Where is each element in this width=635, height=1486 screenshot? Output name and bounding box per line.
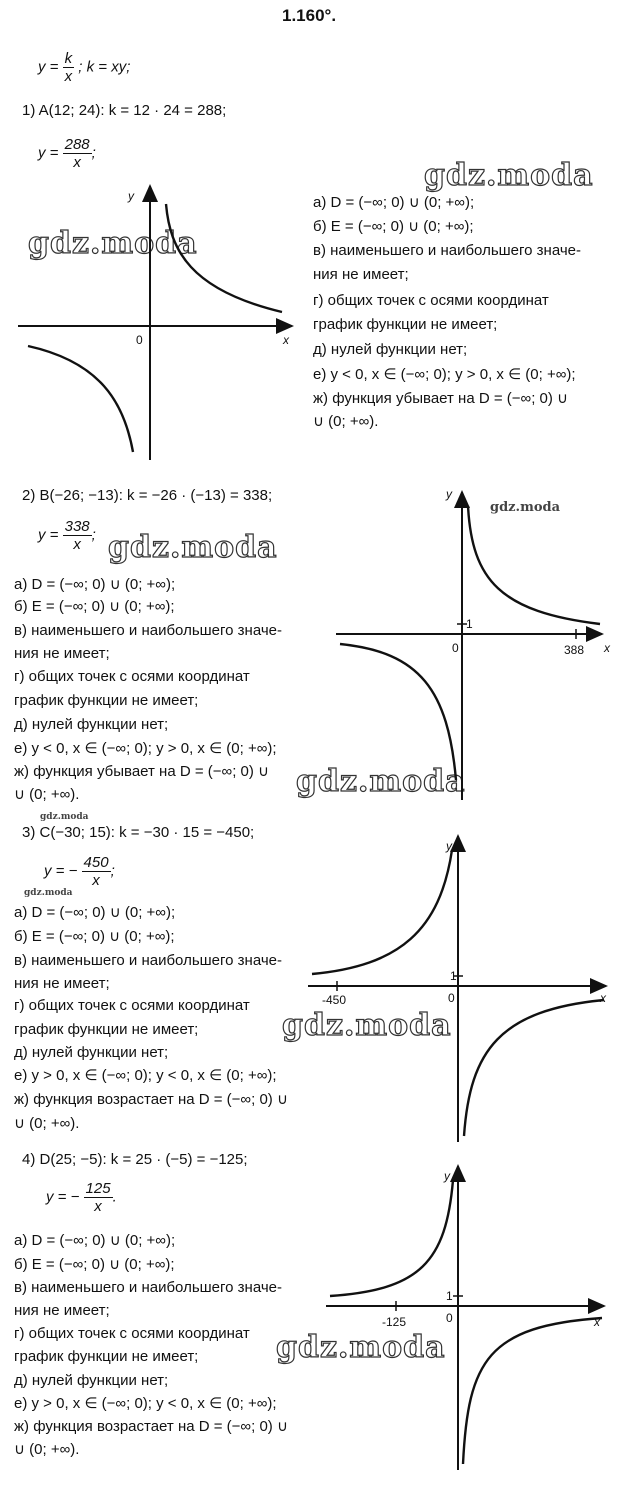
part3-x-tick-label: -450 [322, 993, 347, 1007]
part4-axes-1: г) общих точек с осями координат [14, 1325, 250, 1342]
part4-domain: а) D = (−∞; 0) ∪ (0; +∞); [14, 1232, 176, 1249]
part2-origin-label: 0 [452, 641, 459, 655]
part4-axes-2: график функции не имеет; [14, 1348, 199, 1365]
part1-suffix: ; [91, 144, 96, 162]
part3-y-tick-label: 1 [450, 969, 457, 983]
part4-y-prefix: y = − [46, 1188, 80, 1206]
part2-heading: 2) B(−26; −13): k = −26 · (−13) = 338; [22, 487, 273, 504]
part1-domain: а) D = (−∞; 0) ∪ (0; +∞); [313, 194, 475, 211]
part3-numerator: 450 [83, 854, 109, 871]
part1-monotonic-1: ж) функция убывает на D = (−∞; 0) ∪ [313, 390, 569, 407]
part2-x-tick-label: 388 [564, 643, 585, 657]
watermark: gdz.moda [28, 226, 198, 261]
watermark: gdz.moda [24, 888, 73, 898]
part1-extrema-1: в) наименьшего и наибольшего значе- [313, 242, 581, 259]
part4-origin-label: 0 [446, 1311, 453, 1325]
part4-extrema-2: ния не имеет; [14, 1302, 110, 1319]
part4-y-tick-label: 1 [446, 1289, 453, 1303]
watermark: gdz.moda [490, 500, 561, 515]
part3-axes-2: график функции не имеет; [14, 1021, 199, 1038]
part2-y-tick-label: 1 [466, 617, 473, 631]
intro-denominator: x [64, 68, 73, 85]
part2-extrema-1: в) наименьшего и наибольшего значе- [14, 622, 282, 639]
part1-origin-label: 0 [136, 333, 143, 347]
part2-extrema-2: ния не имеет; [14, 645, 110, 662]
watermark: gdz.moda [296, 764, 466, 799]
part3-extrema-1: в) наименьшего и наибольшего значе- [14, 952, 282, 969]
part3-domain: а) D = (−∞; 0) ∪ (0; +∞); [14, 904, 176, 921]
part4-range: б) E = (−∞; 0) ∪ (0; +∞); [14, 1256, 175, 1273]
part4-y-label: y [444, 1169, 450, 1183]
part4-suffix: . [112, 1188, 117, 1206]
part4-x-tick-label: -125 [382, 1315, 407, 1329]
part1-numerator: 288 [64, 136, 90, 153]
part2-axes-2: график функции не имеет; [14, 692, 199, 709]
part2-suffix: ; [91, 526, 96, 544]
watermark: gdz.moda [108, 530, 278, 565]
part3-heading: 3) C(−30; 15): k = −30 · 15 = −450; [22, 824, 255, 841]
part4-x-label: x [594, 1315, 600, 1329]
part3-x-label: x [600, 991, 606, 1005]
part3-extrema-2: ния не имеет; [14, 975, 110, 992]
part1-axes-2: график функции не имеет; [313, 316, 498, 333]
part3-range: б) E = (−∞; 0) ∪ (0; +∞); [14, 928, 175, 945]
part1-extrema-2: ния не имеет; [313, 266, 409, 283]
part1-denominator: x [73, 154, 81, 171]
part1-y-prefix: y = [38, 144, 59, 162]
watermark: gdz.moda [424, 158, 594, 193]
part4-heading: 4) D(25; −5): k = 25 · (−5) = −125; [22, 1151, 248, 1168]
part2-denominator: x [73, 536, 81, 553]
part2-sign: е) y < 0, x ∈ (−∞; 0); y > 0, x ∈ (0; +∞); [14, 740, 277, 757]
part2-domain: а) D = (−∞; 0) ∪ (0; +∞); [14, 576, 176, 593]
part1-heading: 1) A(12; 24): k = 12 · 24 = 288; [22, 102, 227, 119]
intro-k-definition: ; k = xy; [78, 58, 131, 76]
part2-monotonic-2: ∪ (0; +∞). [14, 786, 80, 803]
page-title: 1.160°. [282, 6, 337, 25]
part2-axes-1: г) общих точек с осями координат [14, 668, 250, 685]
part1-monotonic-2: ∪ (0; +∞). [313, 413, 379, 430]
part4-denominator: x [94, 1198, 102, 1215]
part1-y-label: y [128, 189, 134, 203]
part4-curve-right [463, 1318, 602, 1464]
part3-sign: е) y > 0, x ∈ (−∞; 0); y < 0, x ∈ (0; +∞); [14, 1067, 277, 1084]
part3-denominator: x [92, 872, 100, 889]
part4-curve-left [330, 1180, 453, 1296]
watermark: gdz.moda [276, 1330, 446, 1365]
watermark: gdz.moda [282, 1008, 452, 1043]
part1-sign: е) y < 0, x ∈ (−∞; 0); y > 0, x ∈ (0; +∞); [313, 366, 576, 383]
part3-axes-1: г) общих точек с осями координат [14, 997, 250, 1014]
part2-y-label: y [446, 487, 452, 501]
part2-range: б) E = (−∞; 0) ∪ (0; +∞); [14, 598, 175, 615]
intro-y-eq: y = [38, 58, 59, 76]
watermark: gdz.moda [40, 812, 89, 822]
part4-sign: е) y > 0, x ∈ (−∞; 0); y < 0, x ∈ (0; +∞); [14, 1395, 277, 1412]
part2-numerator: 338 [64, 518, 90, 535]
part2-monotonic-1: ж) функция убывает на D = (−∞; 0) ∪ [14, 763, 270, 780]
part4-monotonic-1: ж) функция возрастает на D = (−∞; 0) ∪ [14, 1418, 288, 1435]
part1-range: б) E = (−∞; 0) ∪ (0; +∞); [313, 218, 474, 235]
part3-y-label: y [446, 839, 452, 853]
part2-zeros: д) нулей функции нет; [14, 716, 169, 733]
part4-numerator: 125 [85, 1180, 111, 1197]
part1-zeros: д) нулей функции нет; [313, 341, 468, 358]
part3-y-prefix: y = − [44, 862, 78, 880]
part4-zeros: д) нулей функции нет; [14, 1372, 169, 1389]
part3-monotonic-1: ж) функция возрастает на D = (−∞; 0) ∪ [14, 1091, 288, 1108]
part3-suffix: ; [110, 862, 115, 880]
part2-y-prefix: y = [38, 526, 59, 544]
intro-numerator: k [64, 50, 73, 67]
part3-monotonic-2: ∪ (0; +∞). [14, 1115, 80, 1132]
part4-monotonic-2: ∪ (0; +∞). [14, 1441, 80, 1458]
part1-x-label: x [283, 333, 289, 347]
part4-extrema-1: в) наименьшего и наибольшего значе- [14, 1279, 282, 1296]
part3-origin-label: 0 [448, 991, 455, 1005]
part1-axes-1: г) общих точек с осями координат [313, 292, 549, 309]
part3-zeros: д) нулей функции нет; [14, 1044, 169, 1061]
part2-x-label: x [604, 641, 610, 655]
